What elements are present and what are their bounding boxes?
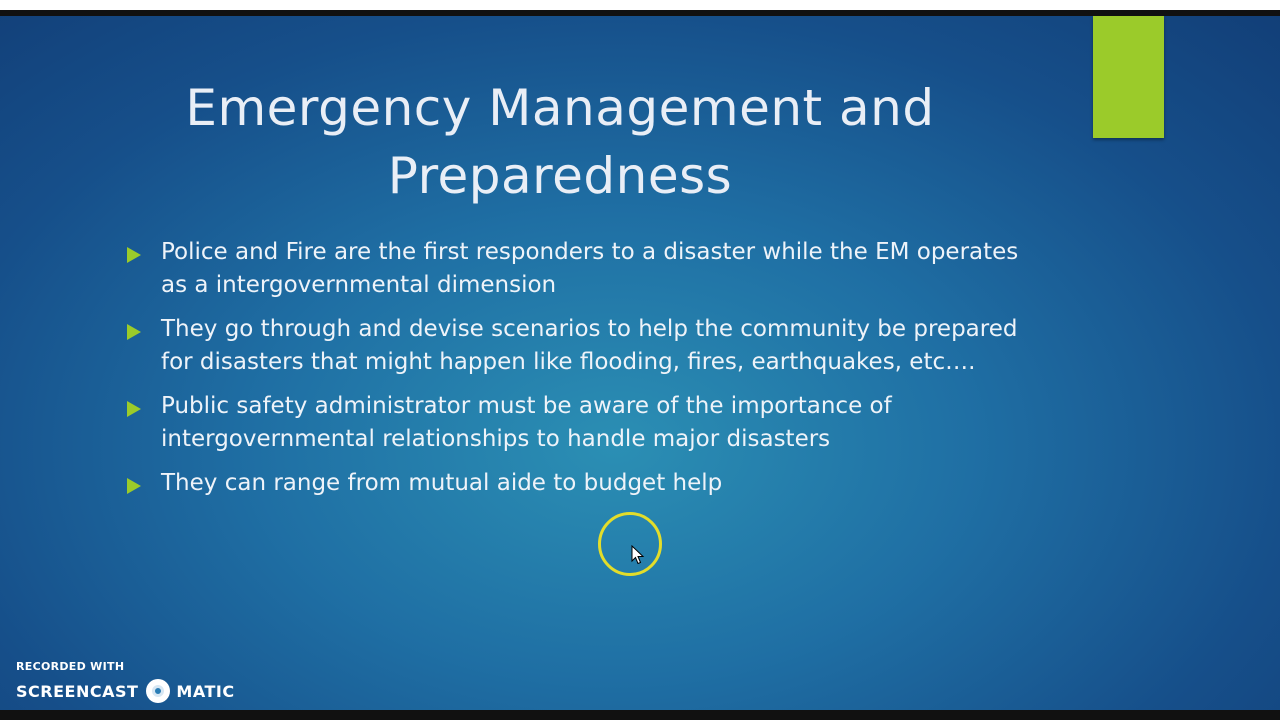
accent-block [1093, 16, 1164, 138]
bullet-text: They can range from mutual aide to budget help [161, 470, 723, 496]
bullet-item [122, 313, 1022, 378]
bullet-item [122, 236, 1022, 301]
window-bottom-bar [0, 710, 1280, 720]
presentation-slide [0, 16, 1280, 710]
slide-title [110, 74, 1010, 210]
triangle-right-icon [127, 478, 141, 494]
bullet-list [122, 236, 1022, 512]
slide-title-line-2: Preparedness [387, 147, 733, 205]
triangle-right-icon [127, 247, 141, 263]
slide-title-line-1: Emergency Management and [185, 79, 935, 137]
triangle-right-icon [127, 324, 141, 340]
watermark-recorded-with: RECORDED WITH [16, 660, 125, 673]
cursor-highlight-ring [598, 512, 662, 576]
bullet-item [122, 467, 1022, 500]
mouse-pointer-icon [631, 545, 645, 565]
triangle-right-icon [127, 401, 141, 417]
screencast-watermark [16, 660, 235, 703]
bullet-text: Police and Fire are the first responders to a disaster while the EM operates as a intergovernmental dimension [161, 239, 1019, 298]
bullet-item [122, 390, 1022, 455]
screencast-logo-icon [146, 679, 170, 703]
watermark-brand-right: MATIC [176, 681, 235, 701]
watermark-brand [16, 679, 235, 703]
bullet-text: They go through and devise scenarios to help the community be prepared for disasters that might happen like flooding, fires, earthquakes, etc…. [161, 316, 1018, 375]
bullet-text: Public safety administrator must be aware of the importance of intergovernmental relationships to handle major disasters [161, 393, 892, 452]
watermark-brand-left: SCREENCAST [16, 681, 139, 701]
